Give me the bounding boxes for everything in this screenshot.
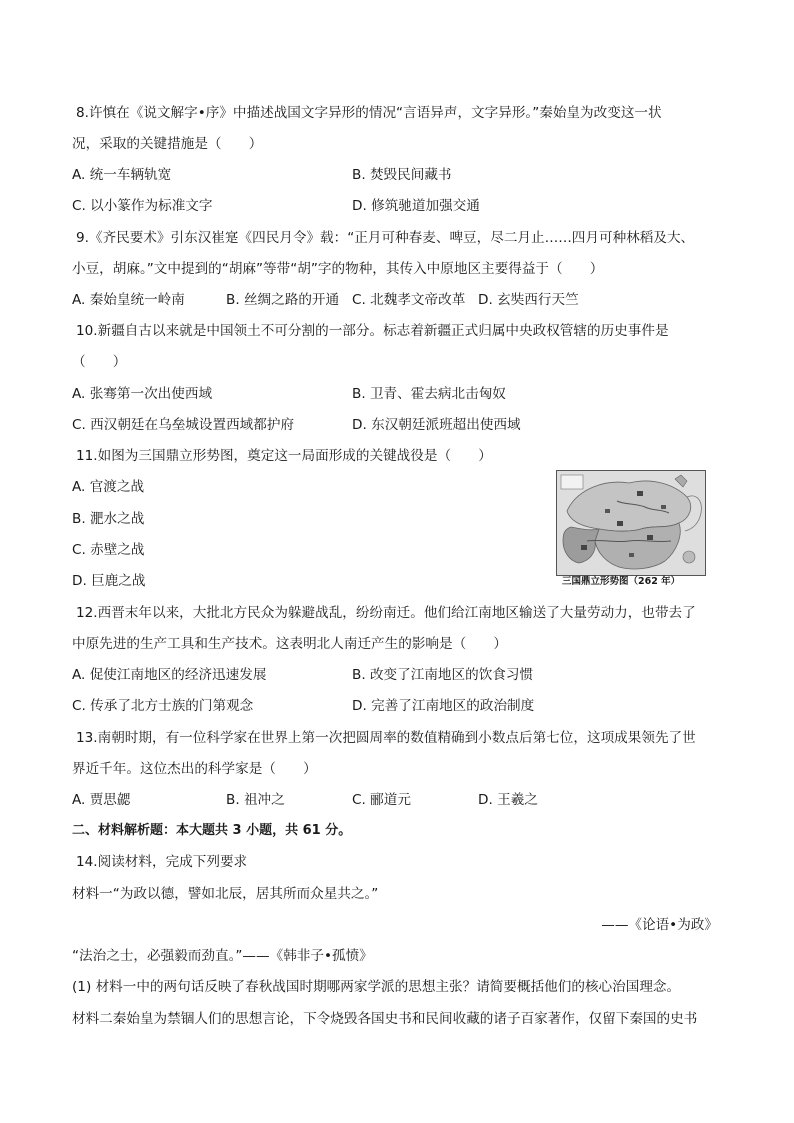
map-caption: 三国鼎立形势图（262 年） (562, 576, 681, 587)
question-13-option-b: B. 祖冲之 (226, 792, 285, 808)
question-8-option-b: B. 焚毁民间藏书 (352, 167, 452, 183)
question-10-option-b: B. 卫青、霍去病北击匈奴 (352, 386, 506, 402)
question-10-stem-line2: （ ） (72, 354, 127, 370)
question-11-option-d: D. 巨鹿之战 (72, 573, 146, 589)
question-11-option-b: B. 淝水之战 (72, 511, 145, 527)
question-12-option-c: C. 传承了北方士族的门第观念 (72, 698, 254, 714)
question-9-stem-line2: 小豆，胡麻。”文中提到的“胡麻”等带“胡”字的物种，其传入中原地区主要得益于（ ） (72, 261, 604, 277)
question-10-stem-line1: 10.新疆自古以来就是中国领土不可分割的一部分。标志着新疆正式归属中央政权管辖的历史事件是 (76, 323, 669, 339)
question-8-stem-line2: 况，采取的关键措施是（ ） (72, 136, 263, 152)
question-12-option-d: D. 完善了江南地区的政治制度 (352, 698, 535, 714)
question-13-option-a: A. 贾思勰 (72, 792, 131, 808)
question-9-option-d: D. 玄奘西行天竺 (478, 292, 579, 308)
question-10-option-a: A. 张骞第一次出使西域 (72, 386, 213, 402)
question-9-stem-line1: 9.《齐民要术》引东汉崔寔《四民月令》载：“正月可种春麦、啤豆，尽二月止……四月可种林稻及大、 (76, 230, 695, 246)
question-10-option-c: C. 西汉朝廷在乌垒城设置西域都护府 (72, 417, 295, 433)
question-9-option-a: A. 秦始皇统一岭南 (72, 292, 185, 308)
question-12-stem-line2: 中原先进的生产工具和生产技术。这表明北人南迁产生的影响是（ ） (72, 636, 507, 652)
material-1-quote-2: “法治之士，必强毅而劲直。”——《韩非子•孤愤》 (72, 948, 373, 964)
question-13-option-c: C. 郦道元 (352, 792, 411, 808)
three-kingdoms-map-figure (556, 470, 706, 590)
question-12-option-a: A. 促使江南地区的经济迅速发展 (72, 667, 267, 683)
question-11-option-a: A. 官渡之战 (72, 479, 145, 495)
three-kingdoms-map (556, 470, 706, 576)
question-9-option-c: C. 北魏孝文帝改革 (352, 292, 466, 308)
question-8-option-a: A. 统一车辆轨宽 (72, 167, 172, 183)
question-11-option-c: C. 赤壁之战 (72, 542, 145, 558)
question-14-subquestion-1: (1) 材料一中的两句话反映了春秋战国时期哪两家学派的思想主张？请简要概括他们的核心治国理念。 (72, 979, 681, 995)
question-8-option-d: D. 修筑驰道加强交通 (352, 198, 480, 214)
question-11-stem: 11.如图为三国鼎立形势图，奠定这一局面形成的关键战役是（ ） (76, 448, 492, 464)
question-10-option-d: D. 东汉朝廷派班超出使西域 (352, 417, 521, 433)
material-1-source: ——《论语•为政》 (601, 917, 718, 933)
question-8-option-c: C. 以小篆作为标准文字 (72, 198, 213, 214)
question-12-option-b: B. 改变了江南地区的饮食习惯 (352, 667, 534, 683)
question-14-stem: 14.阅读材料，完成下列要求 (76, 854, 248, 870)
question-13-stem-line1: 13.南朝时期，有一位科学家在世界上第一次把圆周率的数值精确到小数点后第七位，这项成果领先了世 (76, 730, 696, 746)
question-8-stem-line1: 8.许慎在《说文解字•序》中描述战国文字异形的情况“言语异声，文字异形。”秦始皇为改变这一状 (76, 105, 662, 121)
material-2: 材料二秦始皇为禁锢人们的思想言论，下令烧毁各国史书和民间收藏的诸子百家著作，仅留下秦国的史书 (72, 1011, 698, 1027)
question-13-stem-line2: 界近千年。这位杰出的科学家是（ ） (72, 761, 317, 777)
question-12-stem-line1: 12.西晋末年以来，大批北方民众为躲避战乱，纷纷南迁。他们给江南地区输送了大量劳动力，也带去了 (76, 605, 696, 621)
question-9-option-b: B. 丝绸之路的开通 (226, 292, 340, 308)
section-2-heading: 二、材料解析题：本大题共 3 小题，共 61 分。 (72, 823, 352, 838)
question-13-option-d: D. 王羲之 (478, 792, 538, 808)
material-1: 材料一“为政以德，譬如北辰，居其所而众星共之。” (72, 886, 379, 902)
